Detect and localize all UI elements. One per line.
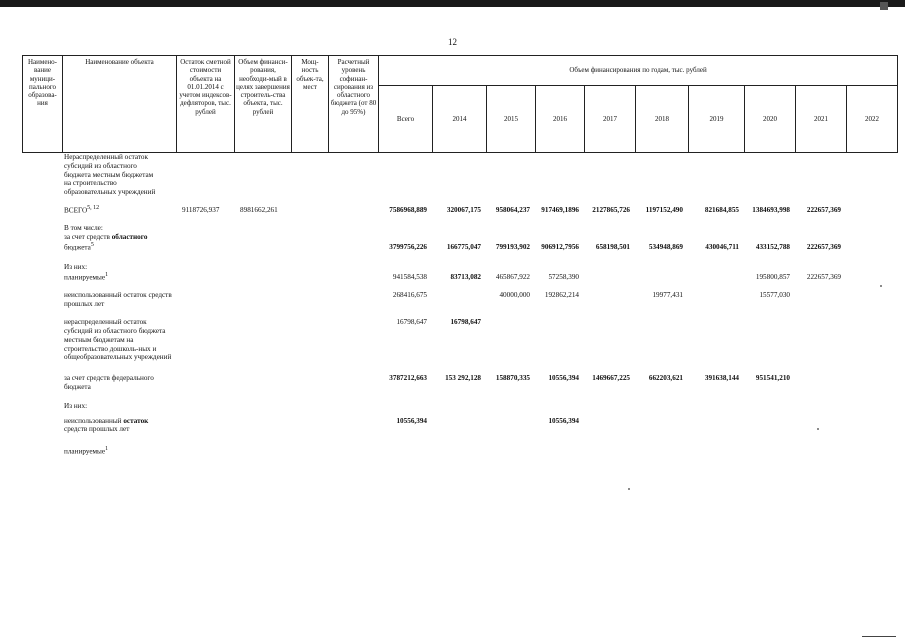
table-cell: 158870,335 [495,374,530,383]
of-which-label-2: Из них: [64,401,88,410]
intro-label: Нераспределенный остаток субсидий из областного бюджета местным бюджетам на строительство образовательных учреждений [64,153,156,197]
table-cell: 917469,1896 [541,206,579,215]
table-cell: 1469667,225 [592,374,630,383]
table-cell [846,233,897,252]
page-number: 12 [448,37,457,47]
financing-by-year-header: Объем финансирования по годам, тыс. рублей [379,56,898,86]
table-cell: 166775,047 [446,243,481,252]
table-cell [795,374,846,392]
table-cell [744,417,795,435]
table-cell [584,318,635,362]
table-row [22,374,897,392]
unused-row-label: неиспользованный остаток средств прошлых лет [64,290,172,308]
table-cell: 430046,711 [705,243,739,252]
table-cell: 10556,394 [548,416,579,425]
table-cell [584,272,635,282]
table-cell: 16798,647 [450,318,481,327]
table-cell [432,417,486,435]
table-cell: 941584,538 [392,272,427,281]
table-header [22,55,898,153]
table-cell: 222657,369 [806,272,841,281]
table-row [22,153,897,197]
table-cell: 534948,869 [648,243,683,252]
table-cell [846,374,897,392]
year-header-2021: 2021 [796,86,847,153]
table-cell: 222657,369 [806,206,841,215]
table-cell: 951541,210 [755,374,790,383]
scan-speck [628,488,630,490]
table-cell [535,318,584,362]
table-cell: 3799756,226 [389,243,427,252]
table-cell: 40000,000 [499,290,530,299]
table-cell [846,318,897,362]
table-cell [795,318,846,362]
table-cell: 662203,621 [648,374,683,383]
table-cell: 10556,394 [396,416,427,425]
table-cell [584,291,635,309]
table-row [22,233,897,252]
table-cell [635,417,688,435]
planned-row-label: планируемые$^1$ [64,271,109,281]
table-cell: 153 292,128 [445,374,481,383]
col-remaining-cost-header: Остаток сметной стоимости объекта на 01.01.2014 с учетом индексов-дефляторов, тыс. рублей [177,56,235,153]
scan-speck [817,428,819,430]
table-cell [846,291,897,309]
year-header-2020: 2020 [745,86,796,153]
table-row [22,318,897,362]
table-cell [744,318,795,362]
year-header-2015: 2015 [487,86,536,153]
table-cell [635,318,688,362]
table-cell: 57258,390 [548,272,579,281]
table-cell: 906912,7956 [541,243,579,252]
top-scan-border [0,0,905,7]
table-cell [688,417,744,435]
table-row [22,417,897,435]
col-capacity-header: Мощ-ность объек-та, мест [292,56,329,153]
table-cell: 320067,175 [446,206,481,215]
table-cell: 391638,144 [704,374,739,383]
table-cell: 15577,030 [759,290,790,299]
year-header-2019: 2019 [689,86,745,153]
table-cell [846,205,897,215]
table-cell [432,291,486,309]
table-cell: 7586968,889 [389,206,427,215]
table-cell [635,272,688,282]
col-financing-volume-header: Объем финанси-рования, необходи-мый в целях завершения строитель-ства объекта, тыс. рублей [235,56,292,153]
year-header-2014: 2014 [433,86,487,153]
table-cell: 433152,788 [755,243,790,252]
planned-2-row-label: планируемые$^1$ [64,446,109,456]
table-row [22,205,897,215]
table-cell [486,318,535,362]
remaining-cost-value: 9118726,937 [182,206,220,215]
table-cell: 658198,501 [595,243,630,252]
incl-label: В том числе: [64,224,103,233]
col-cofinancing-header: Расчетный уровень софинан-сирования из областного бюджета (от 80 до 95%) [329,56,379,153]
table-row [22,446,897,456]
col-object-header: Наименование объекта [63,56,177,153]
undistributed-row-label: нераспределенный остаток субсидий из областного бюджета местным бюджетам на строительство дошколь-ных и общеобразовательных учреждений [64,318,172,362]
table-row [22,291,897,309]
table-cell: 222657,369 [806,243,841,252]
table-row [22,272,897,282]
table-cell: 2127865,726 [592,206,630,215]
col-municipality-header: Наимено-вание муници-пального образова-ния [23,56,63,153]
table-cell [688,272,744,282]
table-body [22,153,897,456]
financing-volume-value: 8981662,261 [240,206,278,215]
table-row [22,224,897,233]
unused-2-row-label: неиспользованный остаток средств прошлых лет [64,416,149,434]
table-cell: 10556,394 [548,374,579,383]
table-cell: 1384693,998 [752,206,790,215]
year-header-2018: 2018 [636,86,689,153]
table-cell [795,417,846,435]
total-row-label: ВСЕГО$^{5, 12}$ [64,204,100,215]
table-cell [688,291,744,309]
year-header-total: Всего [379,86,433,153]
table-cell: 19977,431 [652,290,683,299]
table-cell [795,291,846,309]
table-row [22,263,897,272]
corner-mark [880,2,888,10]
table-cell [846,417,897,435]
table-cell: 83713,082 [450,272,481,281]
of-which-label: Из них: [64,262,88,271]
table-cell: 465867,922 [495,272,530,281]
table-cell: 192862,214 [544,290,579,299]
table-cell: 1197152,490 [645,206,683,215]
table-cell [584,417,635,435]
table-cell: 799193,902 [495,243,530,252]
table-row [22,402,897,411]
table-cell [688,318,744,362]
federal-row-label: за счет средств федерального бюджета [64,374,154,392]
table-cell: 958064,237 [495,206,530,215]
table-cell: 268416,675 [392,290,427,299]
bottom-rule [862,636,896,637]
table-cell: 3787212,663 [389,374,427,383]
scan-speck [880,285,882,287]
year-header-2022: 2022 [847,86,898,153]
year-header-2016: 2016 [536,86,585,153]
year-header-2017: 2017 [585,86,636,153]
table-cell: 195800,857 [755,272,790,281]
table-cell: 821684,855 [704,206,739,215]
regional-row-label: за счет средств областного бюджета$^5$ [64,232,148,252]
table-cell [846,272,897,282]
table-cell [486,417,535,435]
table-cell: 16798,647 [396,318,427,327]
